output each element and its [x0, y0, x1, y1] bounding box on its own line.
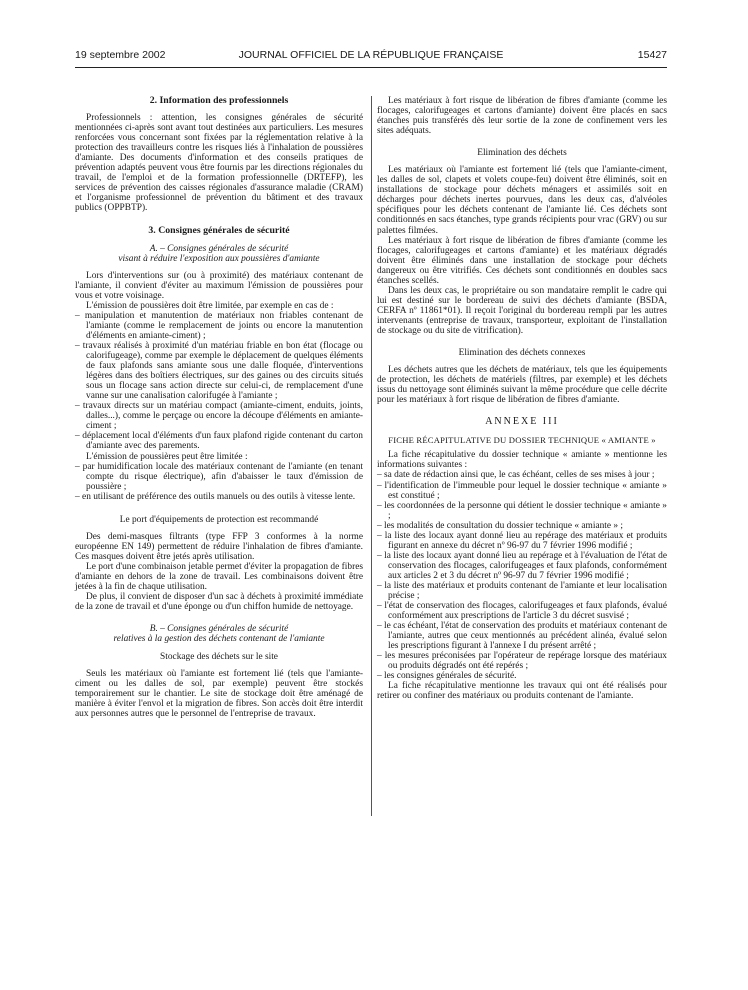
paragraph-emission-moyens: L'émission de poussières peut être limitée :: [86, 451, 248, 462]
header-journal-title: JOURNAL OFFICIEL DE LA RÉPUBLIQUE FRANÇAISE: [238, 49, 504, 61]
list-item: – les coordonnées de la personne qui détient le dossier technique « amiante » ;: [377, 500, 667, 521]
paragraph-final: La fiche récapitulative mentionne les travaux qui ont été réalisés pour retirer ou confiner des matériaux ou produits contenant de l'amiante.: [377, 681, 667, 702]
annexe-heading: ANNEXE III: [485, 416, 559, 428]
subheading-stockage: Stockage des déchets sur le site: [160, 652, 278, 663]
list-item: – les mesures préconisées par l'opérateur de repérage lorsque des matériaux ou produits dégradés ont été repérés ;: [377, 651, 667, 672]
header-date: 19 septembre 2002: [75, 49, 166, 61]
paragraph-professionnels: Professionnels : attention, les consignes générales de sécurité mentionnées ci-après sont avant tout destinées aux particuliers. Les mesures renforcées vous concernant sont fixées par la réglementation relative à la protection des travailleurs contre les risques liés à l'inhalation de poussières d'amiante. Des documents d'information et des conseils pratiques de prévention adaptés peuvent vous être fournis par les directions régionales du travail, de l'emploi et de la formation professionnelle (DRTEFP), les services de prévention des caisses régionales d'assurance maladie (CRAM) et l'organisme professionnel de prévention du bâtiment et des travaux publics (OPPBTP).: [75, 113, 363, 214]
paragraph-interventions: Lors d'interventions sur (ou à proximité) des matériaux contenant de l'amiante, il convient d'éviter au maximum l'émission de poussières pour vous et votre voisinage.: [75, 270, 363, 301]
subheading-b-line2: relatives à la gestion des déchets contenant de l'amiante: [113, 634, 325, 645]
header-rule: [75, 67, 667, 68]
list-cas-emission: [75, 311, 363, 452]
page-header: [75, 49, 667, 65]
list-item: – déplacement local d'éléments d'un faux plafond rigide contenant du carton d'amiante avec des parements.: [75, 431, 363, 452]
list-item: – par humidification locale des matériaux contenant de l'amiante (en tenant compte du risque électrique), afin d'abaisser le taux d'émission de poussière ;: [75, 461, 363, 492]
paragraph-fiche: La fiche récapitulative du dossier technique « amiante » mentionne les informations suivantes :: [377, 450, 667, 471]
paragraph-combinaison: Le port d'une combinaison jetable permet d'éviter la propagation de fibres d'amiante en dehors de la zone de travail. Les combinaisons doivent être jetées à la fin de chaque utilisation.: [75, 561, 363, 593]
section-heading-information: 2. Information des professionnels: [149, 95, 289, 106]
list-item: – l'état de conservation des flocages, calorifugeages et faux plafonds, évalué conformément aux prescriptions de l'article 3 du décret susvisé ;: [377, 601, 667, 622]
list-item: – manipulation et manutention de matériaux non friables contenant de l'amiante (comme le remplacement de joints ou encore la manutention d'éléments en amiante-ciment) ;: [75, 310, 363, 341]
paragraph-emission-limitee: L'émission de poussières doit être limitée, par exemple en cas de :: [86, 300, 334, 311]
subheading-a-line2: visant à réduire l'exposition aux poussières d'amiante: [118, 253, 320, 264]
list-item: – travaux directs sur un matériau compact (amiante-ciment, enduits, joints, dalles...), comme le perçage ou encore la découpe d'éléments en amiante-ciment ;: [75, 401, 363, 432]
list-item: – la liste des locaux ayant donné lieu au repérage des matériaux et produits figurant en annexe du décret nº 96-97 du 7 février 1996 modifié ;: [377, 530, 667, 551]
list-item: – les modalités de consultation du dossier technique « amiante » ;: [377, 520, 624, 531]
list-item: – l'identification de l'immeuble pour lequel le dossier technique « amiante » est constitué ;: [377, 480, 667, 501]
column-divider: [371, 96, 372, 816]
paragraph-dechets-connexes: Les déchets autres que les déchets de matériaux, tels que les équipements de protection, les déchets de matériels (filtres, par exemple) et les déchets issus du nettoyage sont éliminés suivant la même procédure que celle décrite pour les matériaux à fort risque de libération de fibres d'amiante.: [377, 365, 667, 406]
list-item: – travaux réalisés à proximité d'un matériau friable en bon état (flocage ou calorifugeage), comme par exemple le déplacement de quelques éléments de faux plafonds sans amiante sous une dalle floquée, d'interventions légères dans des boîtiers électriques, sur des gaines ou des circuits situés sous un flocage sans action directe sur celui-ci, de remplacement d'une vanne sur une canalisation calorifugée à l'amiante ;: [75, 340, 363, 402]
list-item: – la liste des matériaux et produits contenant de l'amiante et leur localisation précise ;: [377, 580, 667, 602]
subheading-a-line1: A. – Consignes générales de sécurité: [149, 243, 289, 254]
list-item: – sa date de rédaction ainsi que, le cas échéant, celles de ses mises à jour ;: [377, 470, 655, 481]
right-column: [377, 96, 667, 702]
list-item: – la liste des locaux ayant donné lieu au repérage et à l'évaluation de l'état de conservation des flocages, calorifugeages et faux plafonds, conformément aux articles 2 et 3 du décret nº 96-97 du 7 février 1996 modifié ;: [377, 550, 667, 581]
paragraph-fort-risque: Les matériaux à fort risque de libération de fibres d'amiante (comme les flocages, calorifugeages et cartons d'amiante) doivent être placés en sacs étanches puis transférés dès leur sortie de la zone de confinement vers les sites adéquats.: [377, 96, 667, 137]
subheading-dechets-connexes: Elimination des déchets connexes: [458, 348, 586, 359]
paragraph-elimination-1: Les matériaux où l'amiante est fortement lié (tels que l'amiante-ciment, les dalles de sol, clapets et volets coupe-feu) doivent être éliminés, soit en installations de stockage pour déchets ménagers et assimilés soit en décharges pour déchets inertes pourvues, dans les deux cas, d'alvéoles spécifiques pour les déchets contenant de l'amiante lié. Ces déchets sont conditionnés en sacs étanches, type grands récipients pour vrac (GRV) ou sur palettes filmées.: [377, 165, 667, 236]
subheading-b-line1: B. – Consignes générales de sécurité: [149, 624, 289, 635]
paragraph-masques: Des demi-masques filtrants (type FFP 3 conformes à la norme européenne EN 149) permettent de réduire l'inhalation de fibres d'amiante. Ces masques doivent être jetés après utilisation.: [75, 531, 363, 562]
list-item: – les consignes générales de sécurité.: [377, 671, 517, 682]
subheading-protection: Le port d'équipements de protection est recommandé: [119, 514, 319, 525]
list-item: – le cas échéant, l'état de conservation des produits et matériaux contenant de l'amiante, autres que ceux mentionnés au précédent alinéa, évalué selon les prescriptions figurant à l'annexe I du présent arrêté ;: [377, 621, 667, 652]
subheading-elimination: Elimination des déchets: [477, 148, 567, 159]
paragraph-sac-dechets: De plus, il convient de disposer d'un sac à déchets à proximité immédiate de la zone de travail et d'une éponge ou d'un chiffon humide de nettoyage.: [75, 592, 363, 613]
list-item: – en utilisant de préférence des outils manuels ou des outils à vitesse lente.: [75, 491, 356, 502]
list-informations: [377, 470, 667, 681]
header-page-number: 15427: [637, 49, 667, 61]
section-heading-consignes: 3. Consignes générales de sécurité: [148, 224, 290, 236]
left-column: [75, 96, 363, 720]
paragraph-elimination-3: Dans les deux cas, le propriétaire ou son mandataire remplit le cadre qui lui est destiné sur le bordereau de suivi des déchets d'amiante (BSDA, CERFA nº 11861*01). Il reçoit l'original du bordereau rempli par les autres intervenants (entreprise de travaux, transporteur, exploitant de l'installation de stockage ou du site de vitrification).: [377, 285, 667, 336]
paragraph-elimination-2: Les matériaux à fort risque de libération de fibres d'amiante (comme les flocages, calorifugeages et cartons d'amiante) et les matériaux dégradés doivent être éliminés dans une installation de stockage pour déchets dangereux ou être vitrifiés. Ces déchets sont conditionnés en doubles sacs étanches scellés.: [377, 235, 667, 286]
list-moyens: [75, 462, 363, 502]
fiche-title: FICHE RÉCAPITULATIVE DU DOSSIER TECHNIQUE « AMIANTE »: [388, 435, 656, 446]
paragraph-stockage: Seuls les matériaux où l'amiante est fortement lié (tels que l'amiante-ciment ou les dalles de sol, par exemple) peuvent être stockés temporairement sur le chantier. Le site de stockage doit être aménagé de manière à éviter l'envol et la migration de fibres. Son accès doit être interdit aux personnes autres que le personnel de l'entreprise de travaux.: [75, 669, 363, 720]
